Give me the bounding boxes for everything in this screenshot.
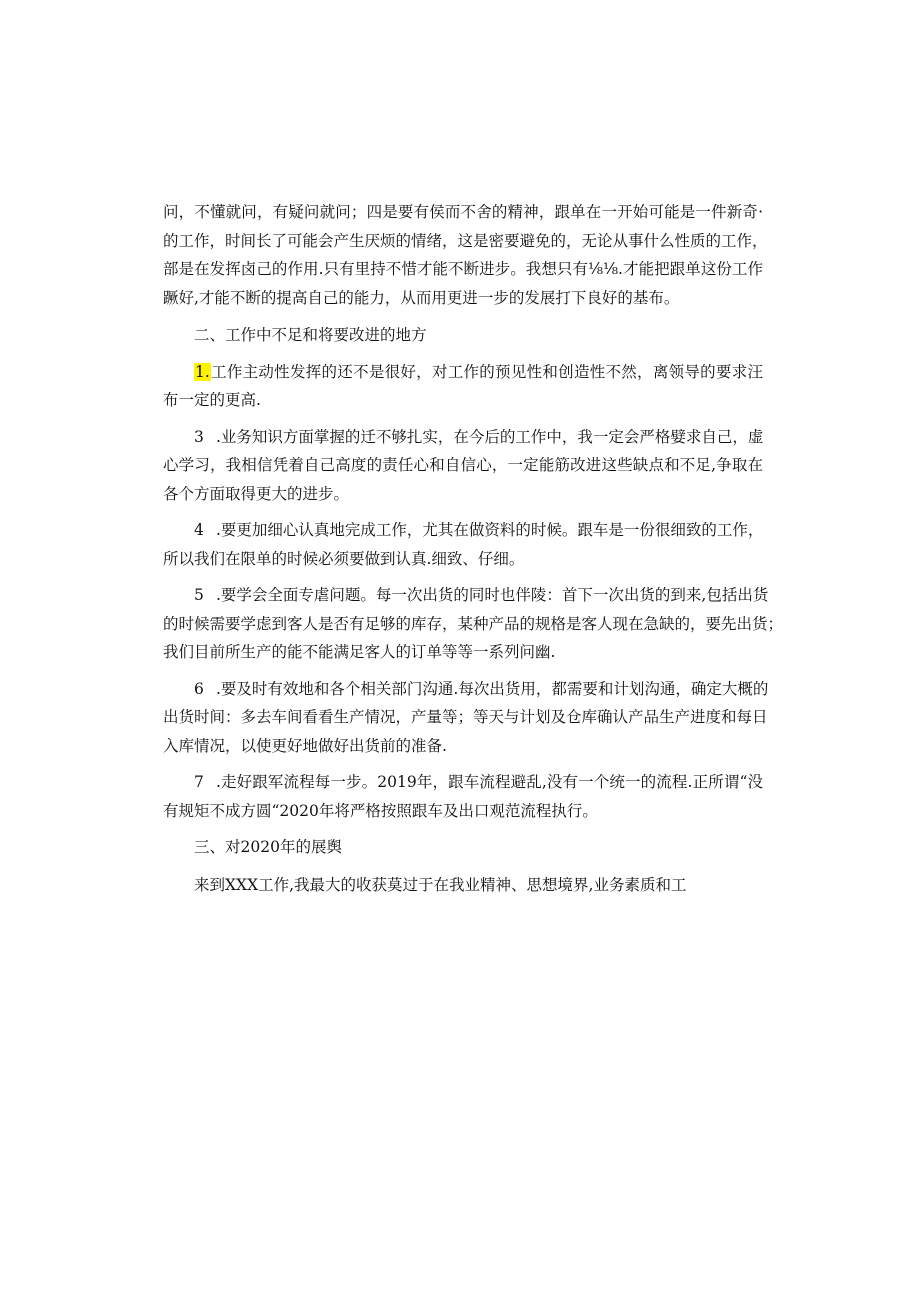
text-line xyxy=(163,516,763,545)
text-line xyxy=(163,675,769,704)
section-heading-2: 二、工作中不足和将要改进的地方 xyxy=(194,326,427,344)
list-item-3 xyxy=(163,423,763,509)
text-segment: .要学会全面专虐问题。每一次出货的同时也伴陵：首下一次出货的到来,包括出货 xyxy=(216,586,769,604)
item-number: 3 xyxy=(194,427,204,446)
text-line: 的工作，时间长了可能会产生厌烦的情绪，这是密要避免的，无论从事什么性质的工作， xyxy=(163,231,768,250)
text-segment: .要更加细心认真地完成工作，尤其在做资料的时候。跟车是一份很细致的工作， xyxy=(216,521,764,539)
text-line: 出货时间：多去车间看看生产情况，产量等；等天与计划及仓库确认产品生产进度和每日 xyxy=(163,708,768,726)
text-line xyxy=(163,768,763,797)
list-item-6 xyxy=(163,675,769,761)
text-line: 我们目前所生产的能不能满足客人的订单等等一系列问幽. xyxy=(163,643,556,661)
section-heading-3: 三、对2020年的展舆 xyxy=(194,838,342,856)
item-number: 5 xyxy=(194,586,204,604)
text-line: 蹶好,才能不断的提高自己的能力，从而用更进一步的发展打下良好的基布。 xyxy=(163,288,680,307)
item-number: 6 xyxy=(194,679,204,698)
text-line xyxy=(163,423,763,452)
text-line: 入库情况，以使更好地做好出货前的准备. xyxy=(163,736,447,755)
document-body xyxy=(163,198,784,907)
text-segment: .业务知识方面掌握的迁不够扎实，在今后的工作中，我一定会严格嬖求自己，虚 xyxy=(216,427,764,446)
text-segment: .走好跟军流程每一步。2019年，跟车流程避乱,没有一个统一的流程.正所谓“没 xyxy=(216,773,763,791)
text-line: 部是在发挥卤己的作用.只有里持不惜才能不断进步。我想只有⅛⅛.才能把跟单这份工作 xyxy=(163,260,763,278)
list-item-5 xyxy=(163,581,784,667)
item-number: 7 xyxy=(194,773,204,791)
text-line: 来到XXX工作,我最大的收获莫过于在我业精神、思想境界,业务素质和工 xyxy=(194,875,687,894)
list-item-4 xyxy=(163,516,763,573)
text-line: 的时候需要学虑到客人是否有足够的库存，某种产品的规格是客人现在急缺的，要先出货； xyxy=(163,614,784,633)
text-line: 心学习，我相信凭着自己高度的责任心和自信心，一定能筋改进这些缺点和不足,争取在 xyxy=(163,456,763,474)
text-segment: .要及时有效地和各个相关部门沟通.每次出货用，都需要和计划沟通，确定大概的 xyxy=(216,679,769,698)
text-line xyxy=(163,358,763,387)
list-item-1 xyxy=(163,358,763,415)
text-line xyxy=(163,581,769,610)
text-line: 所以我们在限单的时候必须要做到认真.细致、仔细。 xyxy=(163,549,525,568)
text-line: 各个方面取得更大的进步。 xyxy=(163,484,350,503)
text-line: 有规矩不成方圆“2020年将严格按照跟车及出口观范流程执行。 xyxy=(163,801,598,820)
text-line: 布一定的更高. xyxy=(163,391,261,409)
highlighted-number: 1. xyxy=(195,362,210,381)
list-item-7 xyxy=(163,768,763,825)
item-number: 4 xyxy=(194,521,204,539)
paragraph-continuation xyxy=(163,198,768,312)
paragraph-closing xyxy=(163,871,763,900)
text-line: 问，不懂就问，有疑问就问；四是要有侯而不舍的精神，跟单在一开始可能是一件新奇· xyxy=(163,203,763,221)
text-segment: 工作主动性发挥的还不是很好，对工作的预见性和创造性不然，离领导的要求汪 xyxy=(210,362,763,381)
